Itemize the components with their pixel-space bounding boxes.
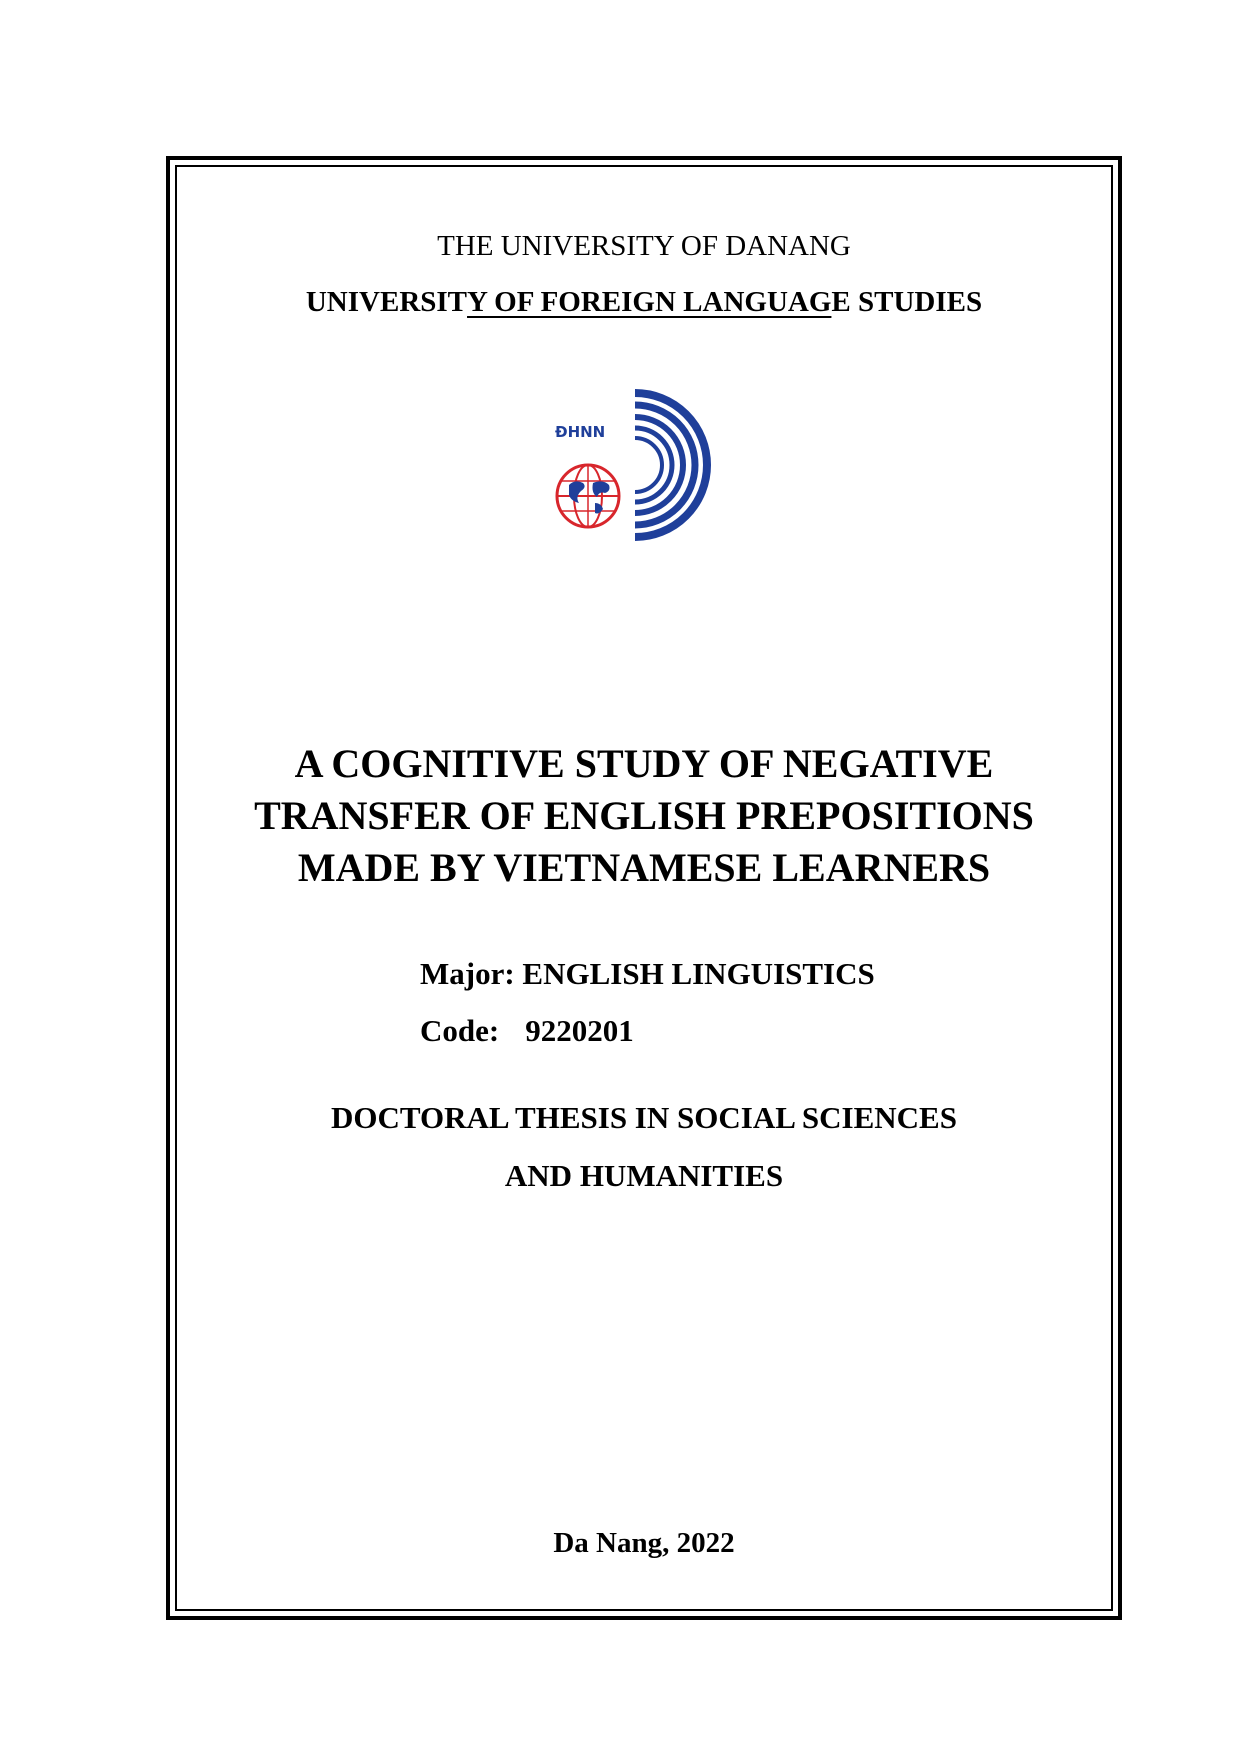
- degree-line-2: AND HUMANITIES: [504, 1158, 784, 1193]
- faculty-name: [175, 286, 1113, 319]
- logo-arcs: [635, 393, 707, 537]
- logo-text: ĐHNN: [555, 423, 606, 441]
- major-line: [420, 956, 875, 992]
- thesis-title-line-2: TRANSFER OF ENGLISH PREPOSITIONS: [254, 793, 1034, 838]
- degree-line-1: DOCTORAL THESIS IN SOCIAL SCIENCES: [331, 1100, 957, 1135]
- globe-icon: [557, 465, 619, 527]
- university-logo: [555, 385, 755, 550]
- faculty-name-underlined: Y OF FOREIGN LANGUAG: [467, 286, 832, 318]
- code-label: Code:: [420, 1013, 500, 1048]
- faculty-name-suffix: E STUDIES: [831, 286, 983, 318]
- place-date: Da Nang, 2022: [553, 1527, 735, 1559]
- code-value: 9220201: [525, 1013, 634, 1048]
- thesis-title: [175, 738, 1113, 894]
- code-line: [420, 1013, 634, 1049]
- university-name: THE UNIVERSITY OF DANANG: [437, 230, 851, 262]
- faculty-name-prefix: UNIVERSIT: [305, 286, 468, 318]
- major-label: Major:: [420, 956, 515, 991]
- major-value: ENGLISH LINGUISTICS: [522, 956, 875, 991]
- thesis-title-line-3: MADE BY VIETNAMESE LEARNERS: [297, 845, 991, 890]
- thesis-title-line-1: A COGNITIVE STUDY OF NEGATIVE: [294, 741, 994, 786]
